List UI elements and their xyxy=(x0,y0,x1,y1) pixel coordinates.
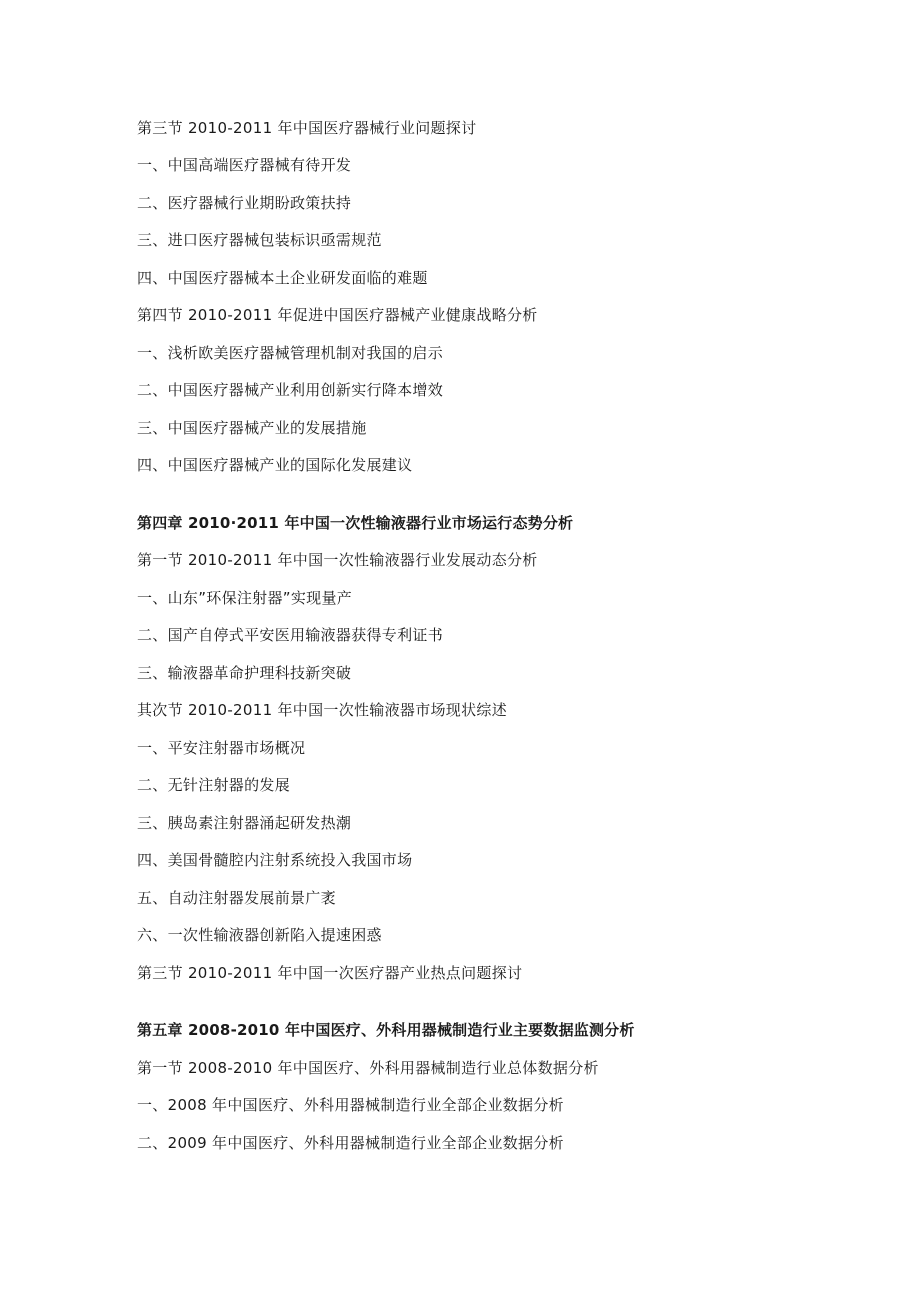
list-item: 一、浅析欧美医疗器械管理机制对我国的启示 xyxy=(137,344,444,362)
section-heading: 第三节 2010-2011 年中国医疗器械行业问题探讨 xyxy=(137,119,477,137)
list-item: 二、中国医疗器械产业利用创新实行降本增效 xyxy=(137,381,444,399)
list-item: 一、山东”环保注射器”实现量产 xyxy=(137,589,353,607)
list-item: 四、中国医疗器械本土企业研发面临的难题 xyxy=(137,269,428,287)
list-item: 四、中国医疗器械产业的国际化发展建议 xyxy=(137,456,413,474)
section-heading: 第四节 2010-2011 年促进中国医疗器械产业健康战略分析 xyxy=(137,306,538,324)
list-item: 二、医疗器械行业期盼政策扶持 xyxy=(137,194,352,212)
list-item: 三、胰岛素注射器涌起研发热潮 xyxy=(137,814,352,832)
list-item: 四、美国骨髓腔内注射系统投入我国市场 xyxy=(137,851,413,869)
list-item: 一、平安注射器市场概况 xyxy=(137,739,306,757)
chapter-heading: 第五章 2008-2010 年中国医疗、外科用器械制造行业主要数据监测分析 xyxy=(137,1021,635,1039)
list-item: 一、中国高端医疗器械有待开发 xyxy=(137,156,352,174)
list-item: 二、国产自停式平安医用输液器获得专利证书 xyxy=(137,626,444,644)
section-heading: 第一节 2010-2011 年中国一次性输液器行业发展动态分析 xyxy=(137,551,538,569)
list-item: 一、2008 年中国医疗、外科用器械制造行业全部企业数据分析 xyxy=(137,1096,564,1114)
list-item: 二、2009 年中国医疗、外科用器械制造行业全部企业数据分析 xyxy=(137,1134,564,1152)
section-heading: 第三节 2010-2011 年中国一次医疗器产业热点问题探讨 xyxy=(137,964,523,982)
list-item: 二、无针注射器的发展 xyxy=(137,776,291,794)
section-heading: 第一节 2008-2010 年中国医疗、外科用器械制造行业总体数据分析 xyxy=(137,1059,599,1077)
list-item: 六、一次性输液器创新陷入提速困惑 xyxy=(137,926,382,944)
section-heading: 其次节 2010-2011 年中国一次性输液器市场现状综述 xyxy=(137,701,507,719)
list-item: 五、自动注射器发展前景广袤 xyxy=(137,889,336,907)
list-item: 三、输液器革命护理科技新突破 xyxy=(137,664,352,682)
list-item: 三、中国医疗器械产业的发展措施 xyxy=(137,419,367,437)
chapter-heading: 第四章 2010·2011 年中国一次性输液器行业市场运行态势分析 xyxy=(137,514,574,532)
list-item: 三、进口医疗器械包装标识亟需规范 xyxy=(137,231,382,249)
